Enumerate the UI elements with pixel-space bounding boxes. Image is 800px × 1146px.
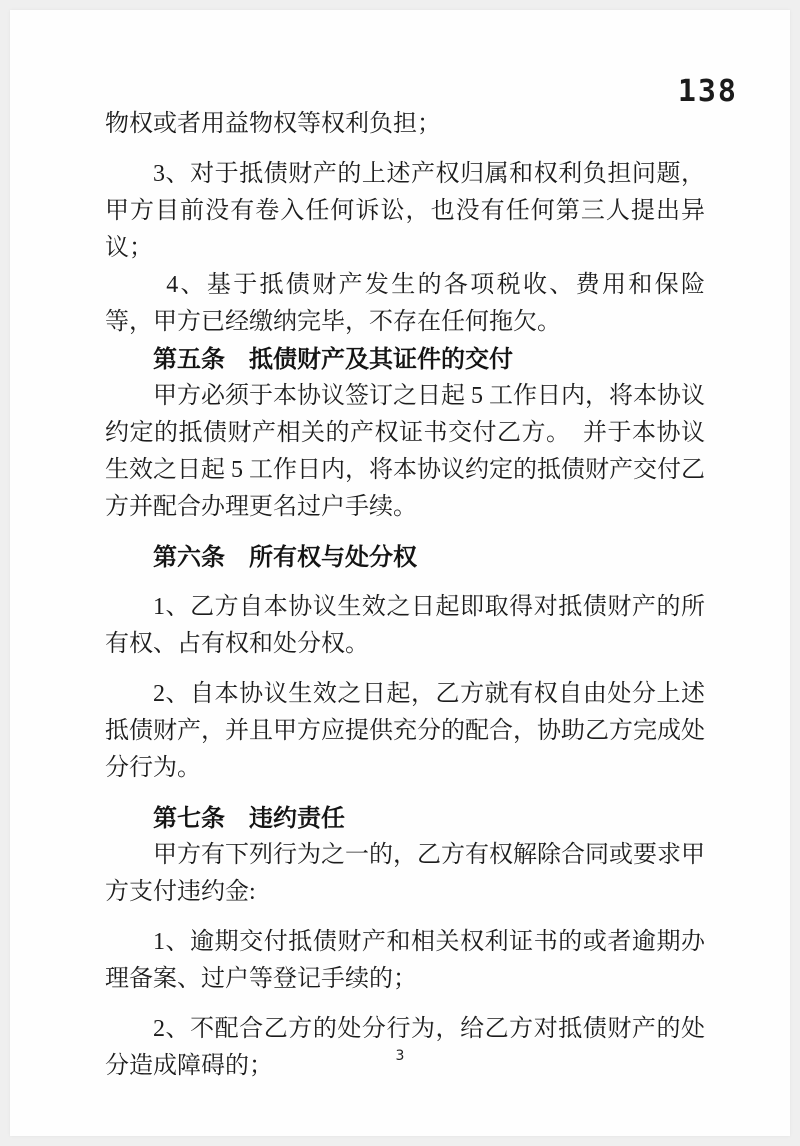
contract-paragraph: 1、逾期交付抵债财产和相关权利证书的或者逾期办理备案、过户等登记手续的； xyxy=(105,929,705,992)
document-page xyxy=(10,10,790,1136)
contract-paragraph: 甲方必须于本协议签订之日起 5 工作日内，将本协议约定的抵债财产相关的产权证书交付乙方。 并于本协议生效之日起 5 工作日内，将本协议约定的抵债财产交付乙方并配合办理更名过户手续。 xyxy=(105,383,705,520)
contract-paragraph: 甲方有下列行为之一的，乙方有权解除合同或要求甲方支付违约金: xyxy=(105,842,705,905)
footer-page-number: 3 xyxy=(395,1048,405,1064)
article-heading: 第七条 违约责任 xyxy=(153,805,345,832)
contract-paragraph: 2、不配合乙方的处分行为，给乙方对抵债财产的处分造成障碍的； xyxy=(105,1016,705,1079)
scan-background xyxy=(0,10,800,1146)
contract-paragraph: 2、自本协议生效之日起，乙方就有权自由处分上述抵债财产，并且甲方应提供充分的配合，协助乙方完成处分行为。 xyxy=(105,681,705,781)
article-heading: 第五条 抵债财产及其证件的交付 xyxy=(153,346,513,373)
contract-paragraph: 4、基于抵债财产发生的各项税收、费用和保险等，甲方已经缴纳完毕，不存在任何拖欠。 xyxy=(105,272,705,335)
document-content xyxy=(10,10,790,1085)
article-heading: 第六条 所有权与处分权 xyxy=(153,544,417,571)
contract-paragraph: 物权或者用益物权等权利负担； xyxy=(105,111,441,137)
contract-paragraph: 3、对于抵债财产的上述产权归属和权利负担问题，甲方目前没有卷入任何诉讼，也没有任何第三人提出异议； xyxy=(105,161,705,261)
contract-paragraph: 1、乙方自本协议生效之日起即取得对抵债财产的所有权、占有权和处分权。 xyxy=(105,594,705,657)
page-stamp-number: 138 xyxy=(677,74,738,109)
